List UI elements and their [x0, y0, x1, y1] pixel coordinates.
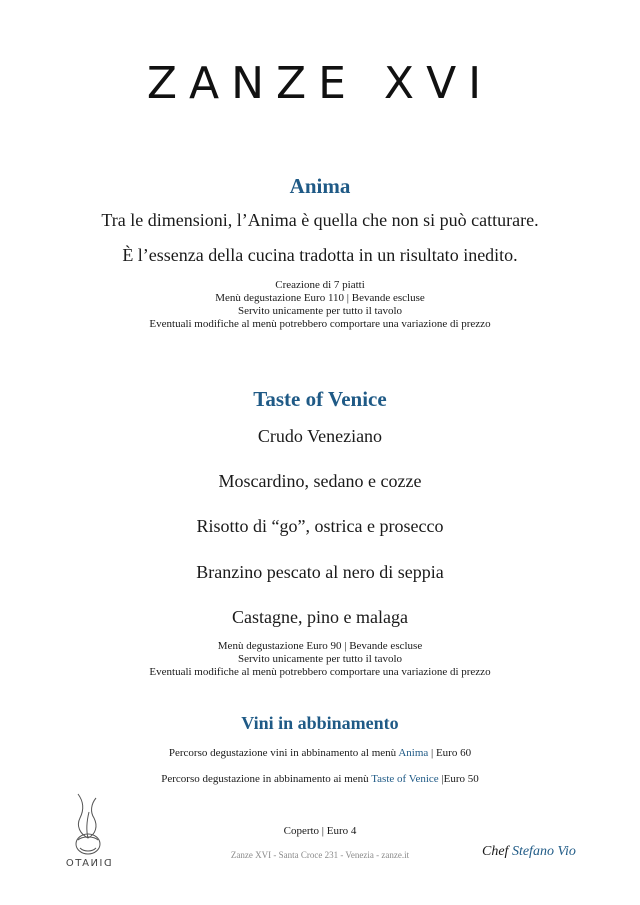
anima-title: Anima [289, 174, 351, 198]
cover-charge: Coperto | Euro 4 [283, 825, 357, 837]
dish-item: Branzino pescato al nero di seppia [196, 562, 444, 582]
wine-pairing-line-1 [0, 747, 640, 759]
anima-menu-link[interactable]: Anima [398, 747, 429, 759]
anima-intro-line-1: Tra le dimensioni, l’Anima è quella che non si può catturare. [101, 210, 539, 230]
dish-item: Risotto di “go”, ostrica e prosecco [196, 516, 444, 536]
wine-line-text: Percorso degustazione in abbinamento ai menù [161, 773, 372, 785]
anima-detail-line: Servito unicamente per tutto il tavolo [237, 305, 403, 317]
wine-line-price: | Euro 60 [428, 747, 472, 759]
taste-of-venice-link[interactable]: Taste of Venice [371, 773, 439, 785]
dish-item: Castagne, pino e malaga [232, 607, 408, 627]
anima-details [0, 279, 640, 331]
wine-line-text: Percorso degustazione vini in abbinamento al menù [168, 747, 399, 759]
restaurant-logo: ZANZE XVI [146, 58, 494, 109]
taste-details [0, 640, 640, 679]
chef-signature [482, 844, 576, 860]
anima-detail-line: Menù degustazione Euro 110 | Bevande escluse [215, 292, 425, 304]
dish-item: Moscardino, sedano e cozze [218, 471, 422, 491]
taste-detail-line: Menù degustazione Euro 90 | Bevande escluse [217, 640, 423, 652]
address-line: Zanze XVI - Santa Croce 231 - Venezia - zanze.it [230, 850, 410, 860]
taste-detail-line: Eventuali modifiche al menù potrebbero comportare una variazione di prezzo [149, 666, 491, 678]
brand-wordmark: DINATO [64, 858, 112, 869]
anima-detail-line: Creazione di 7 piatti [275, 279, 365, 291]
anima-intro-line-2: È l’essenza della cucina tradotta in un risultato inedito. [122, 245, 518, 265]
taste-of-venice-title: Taste of Venice [253, 387, 387, 411]
dinato-logo [58, 790, 118, 870]
chef-label: Chef [482, 844, 512, 859]
wine-pairing-line-2 [0, 773, 640, 785]
dish-item: Crudo Veneziano [257, 426, 383, 446]
plant-icon [58, 790, 118, 870]
anima-detail-line: Eventuali modifiche al menù potrebbero comportare una variazione di prezzo [149, 318, 491, 330]
wine-pairing-title: Vini in abbinamento [241, 713, 399, 733]
wine-line-price: |Euro 50 [438, 773, 479, 785]
chef-name: Stefano Vio [511, 844, 576, 859]
taste-detail-line: Servito unicamente per tutto il tavolo [237, 653, 403, 665]
